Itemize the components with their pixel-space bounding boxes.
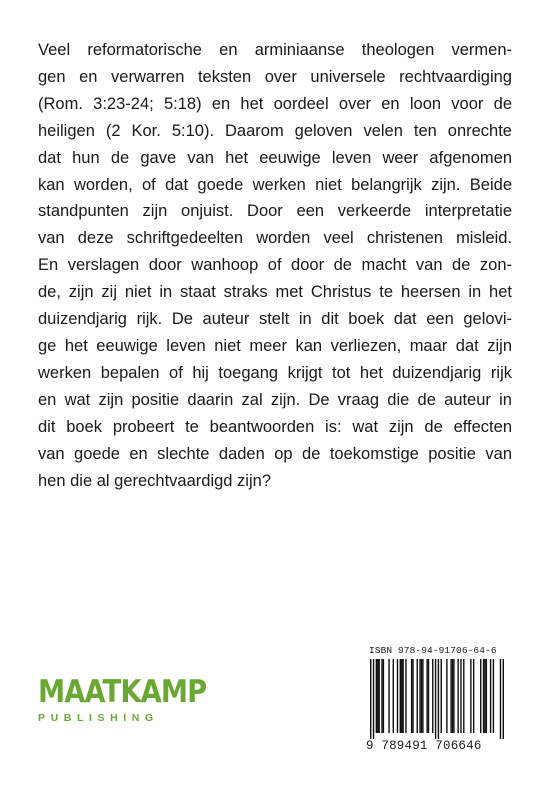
barcode-bar	[417, 659, 418, 733]
barcode-bar	[383, 659, 384, 733]
barcode-bar	[470, 659, 471, 733]
blurb-line: werken bepalen of hij toegang krijgt tot het duizendjarig rijk	[38, 363, 512, 382]
barcode-bar	[422, 659, 423, 733]
barcode-bar	[401, 659, 402, 733]
barcode-bar	[493, 659, 494, 733]
barcode-bar	[373, 659, 374, 739]
publisher-tagline: PUBLISHING	[38, 712, 159, 724]
barcode-bar	[452, 659, 453, 733]
barcode-bar	[486, 659, 487, 733]
barcode-bar	[473, 659, 474, 733]
barcode-bar	[377, 659, 378, 733]
barcode-bar	[453, 659, 454, 733]
ean-digits: 9 789491 706646	[366, 739, 482, 753]
barcode-bar	[503, 659, 504, 739]
blurb-line: hen die al gerechtvaardigd zijn?	[38, 471, 271, 490]
barcode-bar	[441, 659, 442, 733]
barcode-bar	[490, 659, 491, 733]
blurb-line: van goede en slechte daden op de toekomstige positie van	[38, 444, 512, 463]
barcode-bar	[446, 659, 447, 733]
barcode-bar	[378, 659, 379, 733]
barcode-bar	[388, 659, 389, 733]
publisher-logo	[38, 674, 207, 724]
barcode-bar	[432, 659, 433, 733]
isbn-label: ISBN 978-94-91706-64-6	[369, 645, 497, 656]
blurb-line: Veel reformatorische en arminiaanse theologen vermen-	[38, 41, 512, 59]
blurb-line: heiligen (2 Kor. 5:10). Daarom geloven velen ten onrechte	[38, 121, 512, 140]
blurb-line: duizendjarig rijk. De auteur stelt in dit boek dat een gelovi-	[38, 310, 512, 329]
barcode-bar	[457, 659, 458, 733]
barcode-bar	[500, 659, 501, 739]
barcode-bar	[480, 659, 481, 733]
barcode-bar	[370, 659, 371, 739]
barcode-bar	[426, 659, 427, 733]
blurb-line: dit boek probeert te beantwoorden is: wat zijn de effecten	[38, 417, 512, 436]
blurb-line: dat hun de gave van het eeuwige leven weer afgenomen	[38, 148, 512, 167]
blurb-line: (Rom. 3:23-24; 5:18) en het oordeel over en loon voor de	[38, 94, 512, 113]
publisher-name: MAATKAMP	[38, 674, 207, 710]
barcode-bar	[400, 659, 401, 733]
barcode-bar	[438, 659, 439, 739]
blurb-line: de, zijn zij niet in staat straks met Christus te heersen in het	[38, 283, 512, 302]
barcode-bar	[376, 659, 377, 733]
barcode-bar	[460, 659, 461, 733]
barcode-bar	[411, 659, 412, 733]
back-cover-blurb	[38, 37, 512, 494]
blurb-line: En verslagen door wanhoop of door de macht van de zon-	[38, 256, 512, 275]
barcode-bar	[463, 659, 464, 733]
barcode-bar	[450, 659, 451, 733]
blurb-line: kan worden, of dat goede werken niet belangrijk zijn. Beide	[38, 175, 512, 194]
blurb-line: standpunten zijn onjuist. Door een verkeerde interpretatie	[38, 202, 512, 221]
isbn-barcode	[366, 642, 508, 756]
blurb-line: ge het eeuwige leven niet meer kan verliezen, maar dat zijn	[38, 336, 512, 355]
barcode-bar	[483, 659, 484, 733]
blurb-line: gen en verwarren teksten over universele rechtvaardiging	[38, 67, 512, 86]
barcode-bar	[405, 659, 406, 733]
barcode-bar	[402, 659, 403, 733]
barcode-bar	[435, 659, 436, 739]
barcode-bar	[484, 659, 485, 733]
barcode-bar	[412, 659, 413, 733]
blurb-line: van deze schriftgedeelten worden veel christenen misleid.	[38, 229, 512, 248]
barcode-bar	[428, 659, 429, 733]
barcode-bar	[419, 659, 420, 733]
barcode-icon	[370, 659, 504, 739]
barcode-bar	[421, 659, 422, 733]
barcode-bar	[393, 659, 394, 733]
barcode-bar	[397, 659, 398, 733]
blurb-line: en wat zijn positie daarin zal zijn. De vraag die de auteur in	[38, 390, 512, 409]
barcode-bar	[381, 659, 382, 733]
